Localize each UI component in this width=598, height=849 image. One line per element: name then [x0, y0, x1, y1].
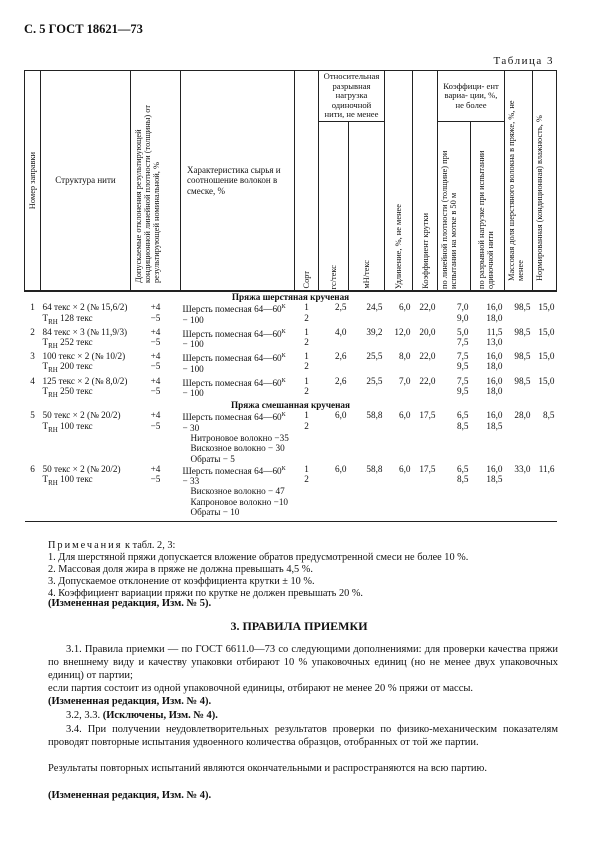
header-deviation: Допускаемые отклонения результирующей кондиционной линейной плотности (толщины) от результирующей номинальной, %: [131, 71, 181, 292]
coef-linear: 5,0 7,5: [457, 326, 469, 348]
sort: 1 2: [304, 463, 309, 485]
yarn-structure: 84 текс × 3 (№ 11,9/3) $T_{RН}$ 252 текс: [42, 326, 128, 350]
header-load-group: Относительная разрывная нагрузка одиночной нити, не менее: [319, 71, 385, 122]
paragraph-3-1-cont: если партия состоит из одной упаковочной единицы, отбирают не менее 20 % пряжи от массы.: [48, 683, 474, 694]
table-row: [25, 327, 557, 351]
sort: 1 2: [304, 410, 309, 431]
sort: 1 2: [304, 351, 309, 372]
section-row: [25, 291, 557, 302]
wool-share: 98,5: [514, 302, 531, 313]
coef-load: 16,0 18,0: [486, 302, 503, 323]
raw-material: Шерсть помесная $64—60^К$ − 100: [182, 304, 286, 325]
row-number: 6: [30, 463, 35, 474]
load-mn: 58,8: [366, 410, 383, 421]
table-body: [25, 291, 557, 522]
row-number: 1: [30, 302, 35, 313]
load-gs: 4,0: [335, 326, 347, 337]
table-row: [25, 376, 557, 400]
header-load-mn: мН/текс: [349, 121, 385, 291]
load-gs: 2,5: [335, 302, 347, 313]
humidity: 15,0: [538, 302, 555, 313]
elongation: 12,0: [394, 326, 411, 337]
header-humidity: Нормированная (кондиционная) влажность, %: [533, 71, 557, 292]
notes-title: Примечания к табл. 2, 3:: [48, 540, 176, 551]
yarn-structure: 100 текс × 2 (№ 10/2) $T_{RН}$ 200 текс: [42, 351, 126, 375]
humidity: 11,6: [538, 463, 555, 474]
humidity: 8,5: [543, 410, 555, 421]
load-gs: 6,0: [335, 410, 347, 421]
humidity: 15,0: [538, 375, 555, 386]
coef-linear: 7,5 9,5: [457, 375, 469, 396]
paragraph-3-4: 3.4. При получении неудовлетворительных результатов проверки по физико-механическим показателям проводят повторные испытания удвоенного количества образцов, отобранных от той же партии.: [48, 724, 558, 748]
table-row: [25, 351, 557, 375]
yarn-structure: 50 текс × 2 (№ 20/2) $T_{RН}$ 100 текс: [42, 410, 121, 434]
notes: [48, 540, 468, 600]
section-title: 3. ПРАВИЛА ПРИЕМКИ: [230, 619, 368, 633]
raw-material: Шерсть помесная $64—60^К$ − 100: [182, 328, 286, 350]
coef-linear: 7,0 9,0: [457, 302, 469, 323]
paragraph-3-4-cont: Результаты повторных испытаний являются окончательными и распространяются на всю партию.: [48, 763, 488, 774]
sort: 1 2: [304, 302, 309, 323]
yarn-structure: 50 текс × 2 (№ 20/2) $T_{RН}$ 100 текс: [42, 463, 121, 487]
header-twist: Коэффициент крутки: [413, 71, 438, 292]
section-row: [25, 400, 557, 410]
twist: 17,5: [419, 463, 436, 474]
load-mn: 39,2: [366, 326, 383, 337]
elongation: 6,0: [399, 410, 411, 421]
deviation: +4 −5: [150, 326, 161, 348]
header-num: Номер заправки: [25, 71, 41, 292]
elongation: 8,0: [399, 351, 411, 362]
table-caption: Таблица 3: [493, 55, 554, 67]
load-gs: 6,0: [335, 463, 347, 474]
note-item: 4. Коэффициент вариации пряжи по крутке не должен превышать 20 %.: [48, 588, 363, 599]
note-item: 1. Для шерстяной пряжи допускается вложение обратов предусмотренной смеси не более 10 %.: [48, 552, 469, 563]
elongation: 6,0: [399, 302, 411, 313]
load-gs: 2,6: [335, 375, 347, 386]
row-number: 4: [30, 375, 35, 386]
twist: 22,0: [419, 375, 436, 386]
coef-linear: 7,5 9,5: [457, 351, 469, 372]
section-label: Пряжа смешанная крученая: [231, 399, 350, 410]
specs-table: [24, 70, 557, 522]
raw-material: Шерсть помесная $64—60^К$ − 30 Нитроновое волокно −35 Вискозное волокно − 30 Обраты − 5: [182, 412, 289, 464]
header-wool: Массовая доля шерстяного волокна в пряже, %, не менее: [505, 71, 533, 292]
header-coef-group: Коэффици- ент вариа- ции, %, не более: [438, 71, 505, 122]
header-sort: Сорт: [295, 71, 319, 292]
load-mn: 25,5: [366, 375, 383, 386]
twist: 22,0: [419, 351, 436, 362]
load-gs: 2,6: [335, 351, 347, 362]
yarn-structure: 125 текс × 2 (№ 8,0/2) $T_{RН}$ 250 текс: [42, 375, 128, 399]
coef-linear: 6,5 8,5: [457, 463, 469, 485]
header-coef-load: по разрывной нагрузке при испытании одиночной нити: [471, 121, 505, 291]
table-row: [25, 302, 557, 326]
twist: 20,0: [419, 326, 436, 337]
load-mn: 58,8: [366, 463, 383, 474]
page-header: С. 5 ГОСТ 18621—73: [24, 22, 143, 36]
row-number: 5: [30, 410, 35, 421]
wool-share: 98,5: [514, 326, 531, 337]
sort: 1 2: [304, 326, 309, 348]
wool-share: 28,0: [514, 410, 531, 421]
deviation: +4 −5: [150, 410, 161, 431]
coef-linear: 6,5 8,5: [457, 410, 469, 431]
revision-note: (Измененная редакция, Изм. № 4).: [48, 790, 212, 801]
revision-note: (Измененная редакция, Изм. № 4).: [48, 696, 212, 707]
header-structure: Структура нити: [41, 71, 131, 292]
deviation: +4 −5: [150, 302, 161, 323]
load-mn: 25,5: [366, 351, 383, 362]
load-mn: 24,5: [366, 302, 383, 313]
table-row: [25, 464, 557, 518]
deviation: +4 −5: [150, 463, 161, 485]
coef-load: 16,0 18,0: [486, 351, 503, 372]
section-label: Пряжа шерстяная крученая: [25, 291, 557, 302]
coef-load: 16,0 18,5: [486, 463, 503, 485]
note-item: 3. Допускаемое отклонение от коэффициента крутки ± 10 %.: [48, 576, 315, 587]
table-row: [25, 410, 557, 464]
coef-load: 16,0 18,0: [486, 375, 503, 396]
row-number: 2: [30, 326, 35, 337]
wool-share: 98,5: [514, 375, 531, 386]
header-load-gs: гс/текс: [319, 121, 349, 291]
header-elong: Удлинение, %, не менее: [385, 71, 413, 292]
deviation: +4 −5: [150, 375, 161, 396]
paragraph-3-2: 3.2, 3.3. (Исключены, Изм. № 4).: [66, 710, 218, 721]
twist: 17,5: [419, 410, 436, 421]
paragraph-3-1: 3.1. Правила приемки — по ГОСТ 6611.0—73 со следующими дополнениями: для проверки качества пряжи по внешнему виду и качеству упаковки отбирают 10 % упаковочных единиц (но не менее двух упаковочных единиц) от партии;: [48, 644, 558, 681]
coef-load: 11,5 13,0: [486, 326, 503, 348]
wool-share: 98,5: [514, 351, 531, 362]
sort: 1 2: [304, 375, 309, 396]
humidity: 15,0: [538, 326, 555, 337]
header-characteristic: Характеристика сырья и соотношение волокон в смеске, %: [181, 71, 295, 292]
coef-load: 16,0 18,5: [486, 410, 503, 431]
revision-note: (Измененная редакция, Изм. № 5).: [48, 598, 212, 609]
raw-material: Шерсть помесная $64—60^К$ − 100: [182, 377, 286, 398]
wool-share: 33,0: [514, 463, 531, 474]
table-bottom-rule: [25, 517, 557, 522]
twist: 22,0: [419, 302, 436, 313]
humidity: 15,0: [538, 351, 555, 362]
elongation: 7,0: [399, 375, 411, 386]
raw-material: Шерсть помесная $64—60^К$ − 100: [182, 353, 286, 374]
yarn-structure: 64 текс × 2 (№ 15,6/2) $T_{RН}$ 128 текс: [42, 302, 128, 326]
header-coef-lin: по линейной плотности (толщине) при испытании на мотке в 50 м: [438, 121, 471, 291]
row-number: 3: [30, 351, 35, 362]
elongation: 6,0: [399, 463, 411, 474]
note-item: 2. Массовая доля жира в пряже не должна превышать 4,5 %.: [48, 564, 313, 575]
raw-material: Шерсть помесная $64—60^К$ − 33 Вискозное волокно − 47 Капроновое волокно −10 Обраты − 10: [182, 465, 289, 518]
deviation: +4 −5: [150, 351, 161, 372]
